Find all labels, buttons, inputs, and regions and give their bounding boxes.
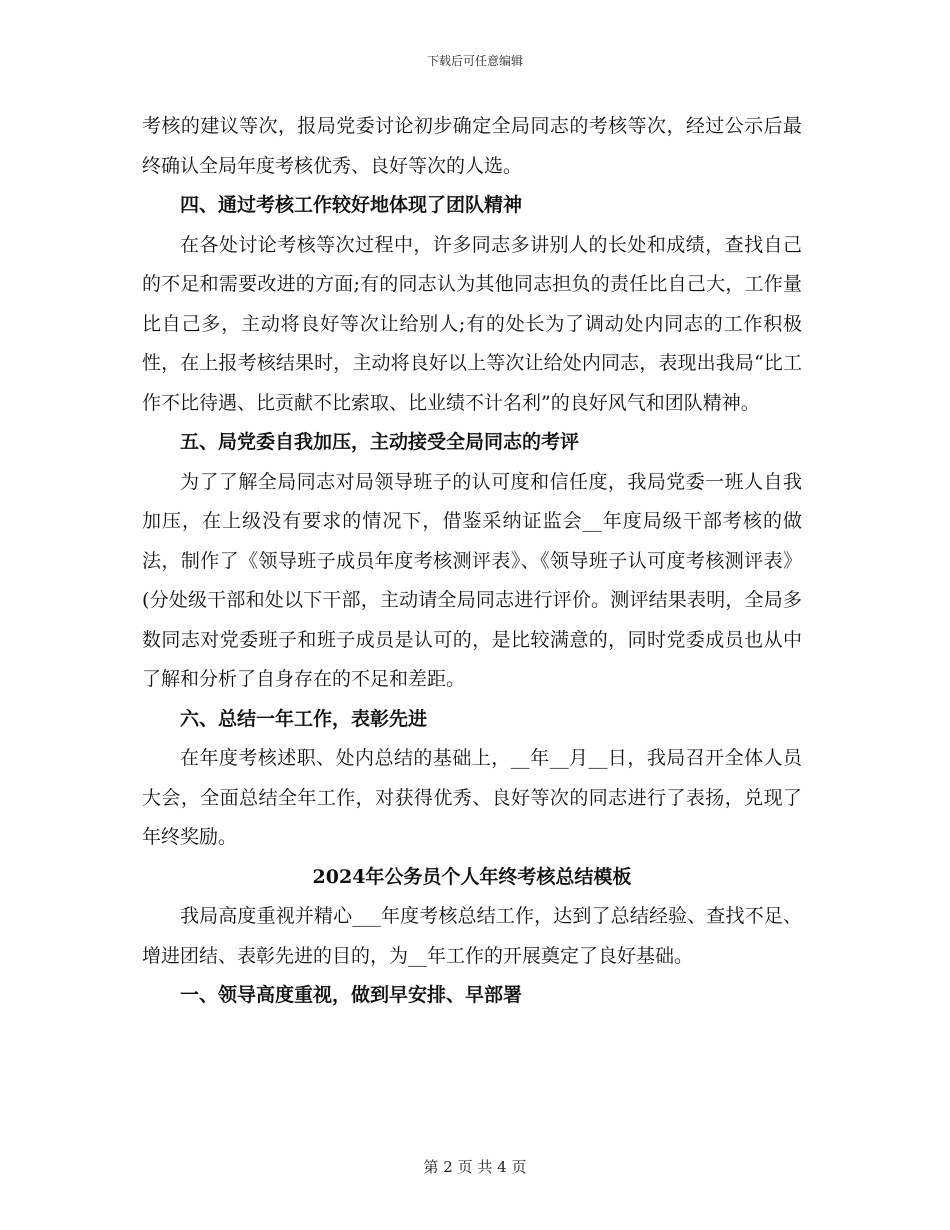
section-heading-1: 一、领导高度重视，做到早安排、早部署: [180, 984, 523, 1006]
page-header: 下载后可任意编辑: [426, 54, 523, 68]
paragraph-continuation: 考核的建议等次，报局党委讨论初步确定全局同志的考核等次，经过公示后最终确认全局年度考核优秀、良好等次的人选。: [142, 115, 802, 177]
section-heading-6: 六、总结一年工作，表彰先进: [180, 707, 428, 730]
page-footer: 第 2 页 共 4 页: [423, 1158, 527, 1176]
document-title: 2024年公务员个人年终考核总结模板: [312, 865, 632, 888]
paragraph-summary-commendation: 在年度考核述职、处内总结的基础上，__年__月__日，我局召开全体人员大会，全面总结全年工作，对获得优秀、良好等次的同志进行了表扬，兑现了年终奖励。: [142, 747, 802, 848]
section-heading-5: 五、局党委自我加压，主动接受全局同志的考评: [180, 431, 580, 453]
paragraph-intro: 我局高度重视并精心___年度考核总结工作，达到了总结经验、查找不足、增进团结、表彰先进的目的，为__年工作的开展奠定了良好基础。: [142, 905, 802, 967]
section-heading-4: 四、通过考核工作较好地体现了团队精神: [180, 194, 523, 216]
document-body: [142, 107, 802, 1016]
paragraph-self-evaluation: 为了了解全局同志对局领导班子的认可度和信任度，我局党委一班人自我加压，在上级没有要求的情况下，借鉴采纳证监会__年度局级干部考核的做法，制作了《领导班子成员年度考核测评表》、《领导班子认可度考核测评表》(分处级干部和处以下干部，主动请全局同志进行评价。测评结果表明，全局多数同志对党委班子和班子成员是认可的，是比较满意的，同时党委成员也从中了解和分析了自身存在的不足和差距。: [142, 470, 802, 690]
paragraph-team-spirit: 在各处讨论考核等次过程中，许多同志多讲别人的长处和成绩，查找自己的不足和需要改进的方面;有的同志认为其他同志担负的责任比自己大，工作量比自己多，主动将良好等次让给别人;有的处长为了调动处内同志的工作积极性，在上报考核结果时，主动将良好以上等次让给处内同志，表现出我局“比工作不比待遇、比贡献不比索取、比业绩不计名利”的良好风气和团队精神。: [142, 233, 802, 414]
